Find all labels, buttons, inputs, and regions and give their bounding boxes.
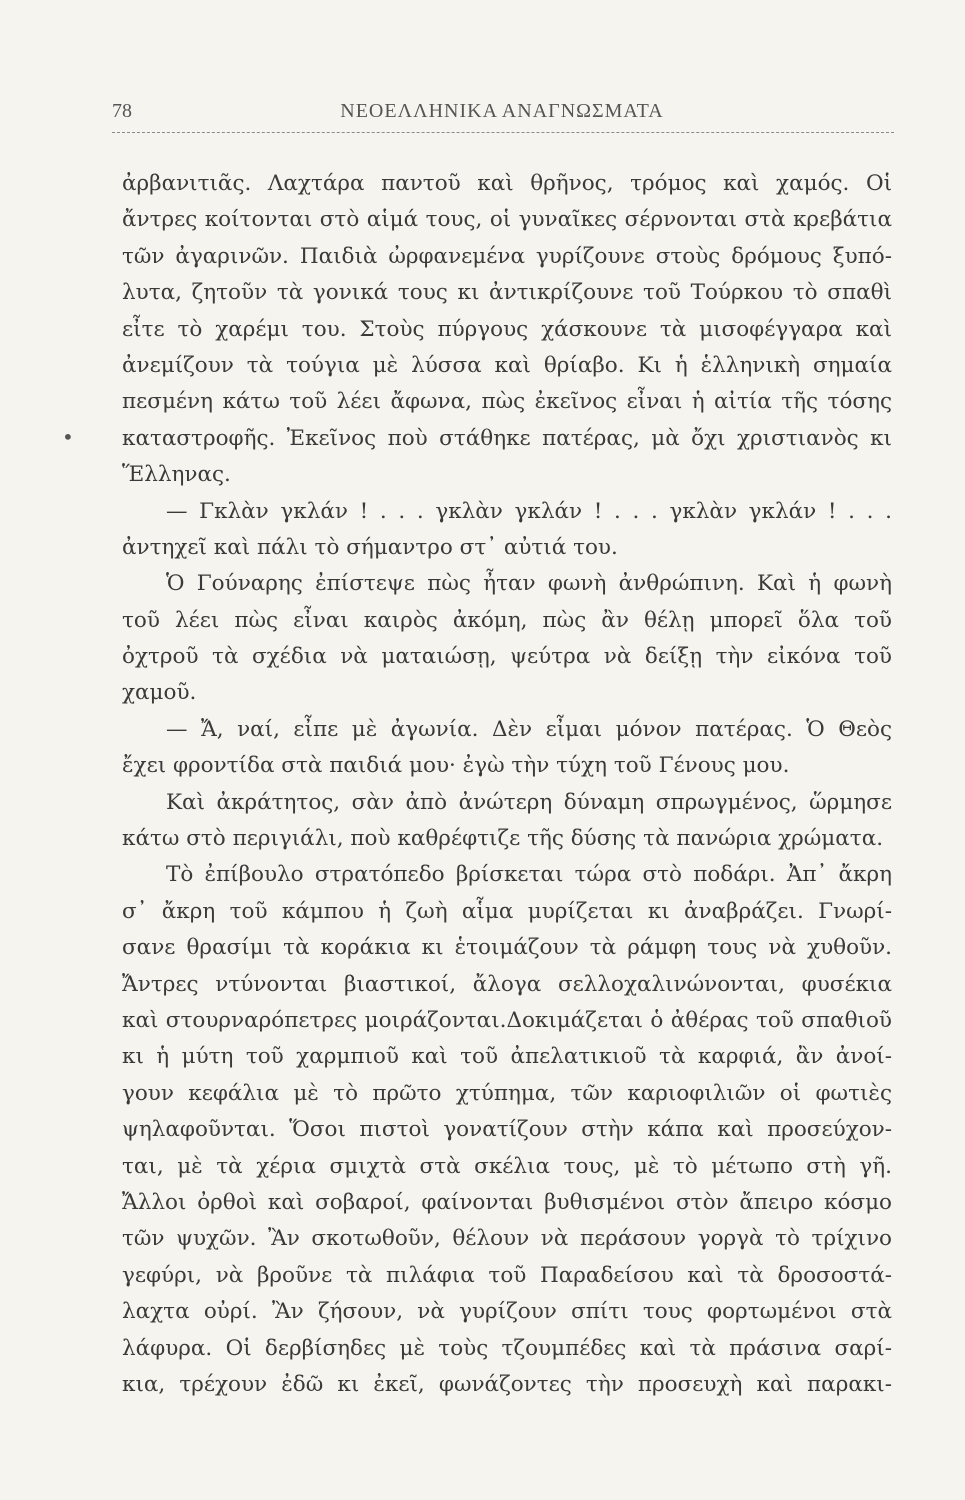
text-line: Καὶ ἀκράτητος, σὰν ἀπὸ ἀνώτερη δύναμη σπρωγμένος, ὥρμησε [166,789,892,815]
text-line: ψηλαφοῦνται. Ὅσοι πιστοὶ γονατίζουν στὴν κάπα καὶ προσεύχον- [122,1117,892,1143]
text-line: ὀχτροῦ τὰ σχέδια νὰ ματαιώσῃ, ψεύτρα νὰ δείξῃ τὴν εἰκόνα τοῦ [122,644,892,670]
text-line: ἀντηχεῖ καὶ πάλι τὸ σήμαντρο στ᾿ αὐτιά του. [122,534,618,560]
text-line: ἀρβανιτιᾶς. Λαχτάρα παντοῦ καὶ θρῆνος, τρόμος καὶ χαμός. Οἱ [122,171,892,196]
running-title: ΝΕΟΕΛΛΗΝΙΚΑ ΑΝΑΓΝΩΣΜΑΤΑ [340,100,664,122]
text-line: χαμοῦ. [122,680,197,706]
text-line: λάφυρα. Οἱ δερβίσηδες μὲ τοὺς τζουμπέδες καὶ τὰ πράσινα σαρί- [122,1335,892,1361]
text-line: τῶν ἀγαρινῶν. Παιδιὰ ὠρφανεμένα γυρίζουνε στοὺς δρόμους ξυπό- [122,243,892,269]
margin-mark: • [62,425,74,449]
text-line: καὶ στουρναρόπετρες μοιράζονται.Δοκιμάζεται ὁ ἀθέρας τοῦ σπαθιοῦ [122,1007,892,1033]
text-line: κάτω στὸ περιγιάλι, ποὺ καθρέφτιζε τῆς δύσης τὰ πανώρια χρώματα. [122,826,884,852]
text-line: Ἄντρες ντύνονται βιαστικοί, ἄλογα σελλοχαλινώνονται, φυσέκια [122,971,892,997]
text-line: Ὁ Γούναρης ἐπίστεψε πὼς ἦταν φωνὴ ἀνθρώπινη. Καὶ ἡ φωνὴ [166,571,892,597]
text-line: κια, τρέχουν ἐδῶ κι ἐκεῖ, φωνάζοντες τὴν προσευχὴ καὶ παρακι- [122,1371,892,1397]
text-line: σ᾿ ἄκρη τοῦ κάμπου ἡ ζωὴ αἷμα μυρίζεται κι ἀναβράζει. Γνωρί- [122,898,892,924]
text-line: γουν κεφάλια μὲ τὸ πρῶτο χτύπημα, τῶν καριοφιλιῶν οἱ φωτιὲς [122,1080,892,1106]
text-line: Ἕλληνας. [122,462,231,488]
text-line: ἀνεμίζουν τὰ τούγια μὲ λύσσα καὶ θρίαβο. Κι ἡ ἑλληνικὴ σημαία [122,352,892,378]
text-line: ται, μὲ τὰ χέρια σμιχτὰ στὰ σκέλια τους, μὲ τὸ μέτωπο στὴ γῆ. [122,1153,892,1179]
text-line: πεσμένη κάτω τοῦ λέει ἄφωνα, πὼς ἐκεῖνος εἶναι ἡ αἰτία τῆς τόσης [122,389,892,415]
text-line: κι ἡ μύτη τοῦ χαρμπιοῦ καὶ τοῦ ἀπελατικιοῦ τὰ καρφιά, ἂν ἀνοί- [122,1044,892,1070]
text-line: εἶτε τὸ χαρέμι του. Στοὺς πύργους χάσκουνε τὰ μισοφέγγαρα καὶ [122,316,892,342]
text-line: τῶν ψυχῶν. Ἂν σκοτωθοῦν, θέλουν νὰ περάσουν γοργὰ τὸ τρίχινο [122,1226,892,1252]
text-line: — Ἄ, ναί, εἶπε μὲ ἀγωνία. Δὲν εἶμαι μόνον πατέρας. Ὁ Θεὸς [166,716,892,742]
text-line: καταστροφῆς. Ἐκεῖνος ποὺ στάθηκε πατέρας, μὰ ὄχι χριστιανὸς κι [122,425,892,451]
text-line: — Γκλὰν γκλάν ! . . . γκλὰν γκλάν ! . . . γκλὰν γκλάν ! . . . [166,498,892,524]
text-line: τοῦ λέει πὼς εἶναι καιρὸς ἀκόμη, πὼς ἂν θέλῃ μπορεῖ ὅλα τοῦ [122,607,892,633]
text-line: σανε θρασίμι τὰ κοράκια κι ἑτοιμάζουν τὰ ράμφη τους νὰ χυθοῦν. [122,935,892,961]
text-line: ἄντρες κοίτονται στὸ αἱμά τους, οἱ γυναῖκες σέρνονται στὰ κρεβάτια [122,207,892,233]
text-line: Ἄλλοι ὀρθοὶ καὶ σοβαροί, φαίνονται βυθισμένοι στὸν ἄπειρο κόσμο [122,1189,892,1215]
text-line: γεφύρι, νὰ βροῦνε τὰ πιλάφια τοῦ Παραδείσου καὶ τὰ δροσοστά- [122,1262,892,1288]
text-line: Τὸ ἐπίβουλο στρατόπεδο βρίσκεται τώρα στὸ ποδάρι. Ἀπ᾿ ἄκρη [166,862,892,888]
body-text [122,166,892,1403]
page-number: 78 [112,100,132,122]
header-rule [112,132,894,133]
text-line: λυτα, ζητοῦν τὰ γονικά τους κι ἀντικρίζουνε τοῦ Τούρκου τὸ σπαθὶ [122,280,892,306]
text-line: λαχτα οὐρί. Ἂν ζήσουν, νὰ γυρίζουν σπίτι τους φορτωμένοι στὰ [122,1299,892,1325]
page-header [112,96,892,126]
text-line: ἔχει φροντίδα στὰ παιδιά μου· ἐγὼ τὴν τύχη τοῦ Γένους μου. [122,753,790,779]
